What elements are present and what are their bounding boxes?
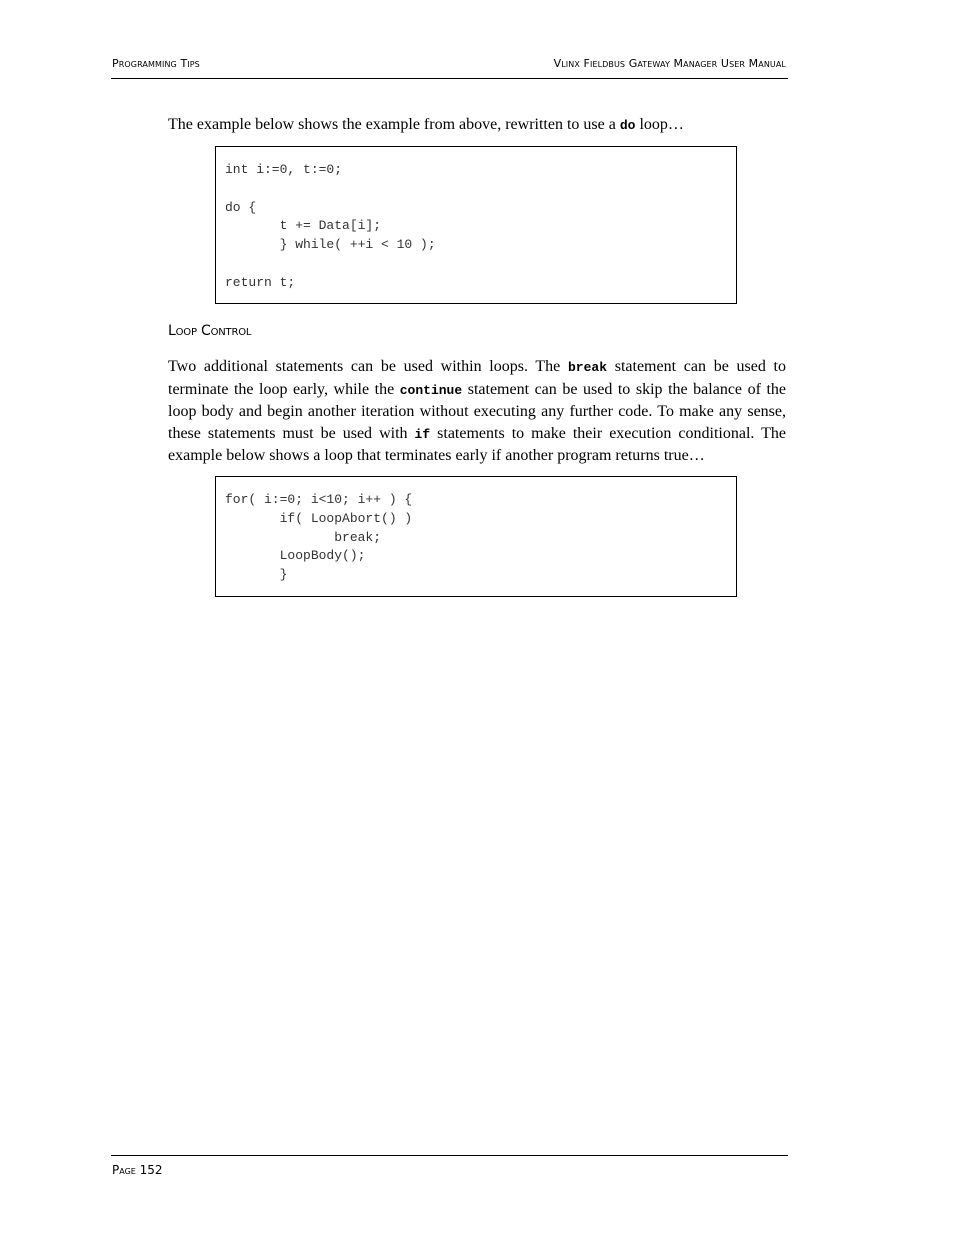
header-section-title: Programming Tips — [112, 57, 200, 70]
code-block-do-loop — [215, 146, 737, 304]
intro-paragraph — [168, 114, 786, 137]
paragraph-text: Two additional statements can be used within loops. The — [168, 358, 568, 375]
paragraph-text: statement can be used to skip the balance of the loop body and begin another iteration without executing any further code. To make any sense, these statements must be used with — [168, 380, 787, 442]
code-block-for-loop — [215, 476, 737, 597]
code-text: for( i:=0; i<10; i++ ) { if( LoopAbort() ) break; LoopBody(); } — [225, 492, 413, 583]
loop-control-paragraph — [168, 356, 786, 467]
paragraph-text: statement can be used to terminate the loop early, while the — [168, 358, 787, 398]
intro-text-before: The example below shows the example from above, rewritten to use a — [168, 116, 620, 133]
running-header — [111, 56, 788, 79]
keyword-if: if — [414, 426, 431, 442]
code-text: int i:=0, t:=0; do { t += Data[i]; } while( ++i < 10 ); return t; — [225, 162, 436, 290]
page-number: Page 152 — [112, 1163, 163, 1177]
header-manual-title: Vlinx Fieldbus Gateway Manager User Manual — [553, 57, 786, 70]
running-footer — [111, 1155, 788, 1177]
intro-text-after: loop… — [635, 116, 684, 133]
section-heading-loop-control: Loop Control — [168, 323, 252, 339]
paragraph-text: statements to make their execution conditional. The example below shows a loop that terminates early if another program returns true… — [168, 424, 787, 465]
keyword-do: do — [619, 118, 636, 133]
keyword-continue: continue — [399, 382, 463, 398]
keyword-break: break — [568, 360, 608, 375]
